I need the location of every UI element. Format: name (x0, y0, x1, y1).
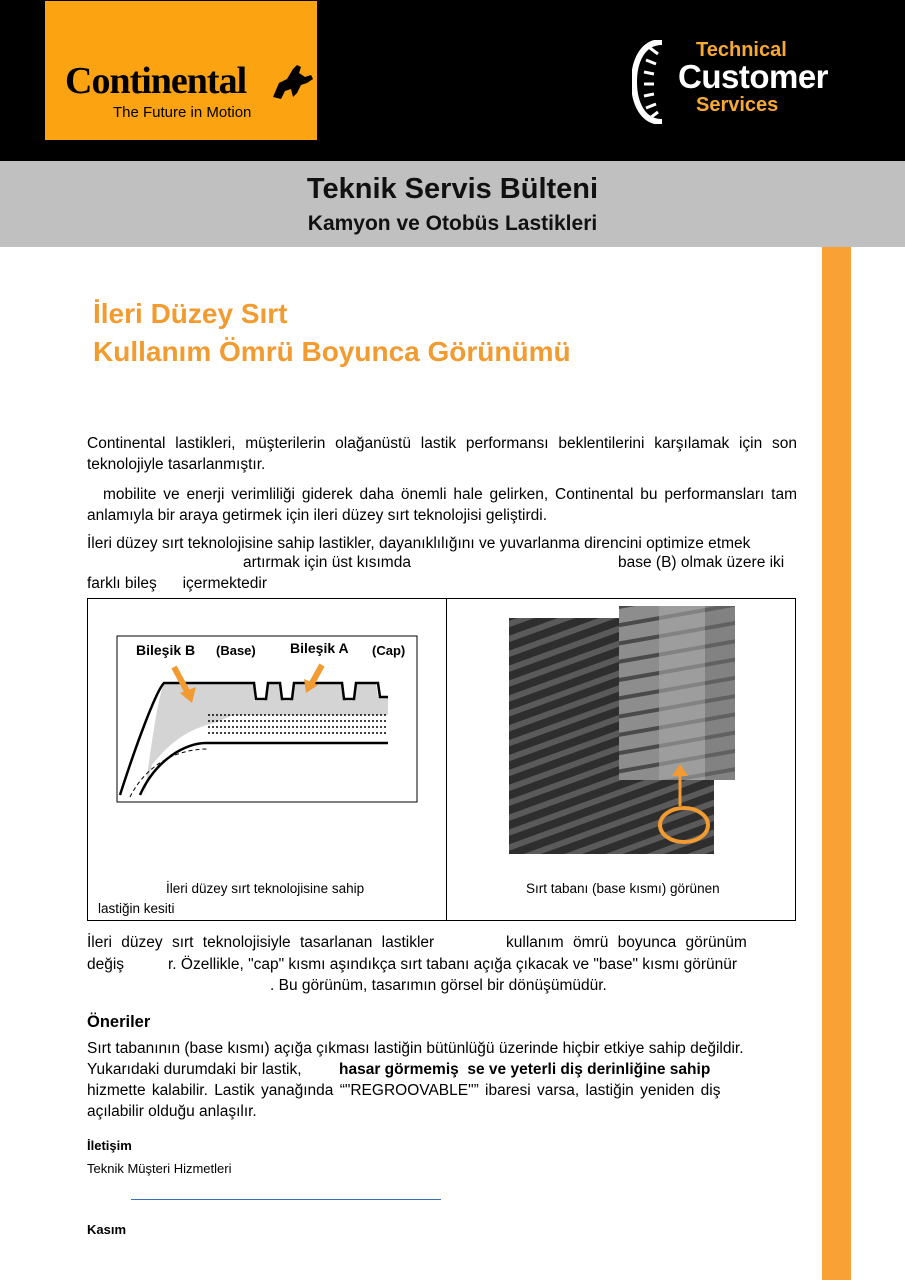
title-band (0, 161, 905, 247)
heading-line-1: İleri Düzey Sırt (93, 298, 288, 329)
recommendations-line-1: Sırt tabanının (base kısmı) açığa çıkması lastiğin bütünlüğü üzerinde hiçbir etkiye sahip değildir. (87, 1040, 744, 1057)
contact-name: Teknik Müşteri Hizmetleri (87, 1161, 232, 1176)
worn-tire-photo (509, 606, 737, 854)
tread-cross-section-diagram (116, 635, 418, 803)
figure-tire-photo (446, 598, 796, 921)
brand-tagline: The Future in Motion (113, 104, 252, 121)
tire-icon (632, 40, 676, 124)
label-compound-b: Bileşik B (136, 642, 196, 658)
body-line-3: . Bu görünüm, tasarımın görsel bir dönüşümüdür. (270, 977, 607, 994)
brand-wordmark: Continental (65, 60, 247, 102)
caption-left-line-2: lastiğin kesiti (98, 901, 175, 916)
recommendations-title: Öneriler (87, 1013, 151, 1031)
contact-divider (131, 1199, 441, 1200)
tcs-logo (632, 36, 832, 126)
label-base: (Base) (216, 643, 256, 658)
label-cap: (Cap) (372, 643, 406, 658)
intro-paragraph-3-part-b: base (B) olmak üzere iki (618, 554, 785, 571)
recommendations-line-3: hizmette kalabilir. Lastik yanağında “"REGROOVABLE"” ibaresi varsa, lastiğin yeniden diş (87, 1082, 721, 1099)
continental-logo (45, 1, 317, 140)
tcs-customer: Customer (678, 58, 829, 95)
recommendations-line-2a: Yukarıdaki durumdaki bir lastik, (87, 1061, 302, 1078)
caption-left-line-1: İleri düzey sırt teknolojisine sahip (166, 881, 365, 896)
date-label: Kasım (87, 1222, 127, 1237)
intro-paragraph-2: mobilite ve enerji verimliliği giderek daha önemli hale gelirken, Continental bu performansları tam anlamıyla bir araya getirmek için ileri düzey sırt teknolojisi geliştirdi. (87, 486, 797, 524)
heading-line-2: Kullanım Ömrü Boyunca Görünümü (93, 336, 571, 367)
tcs-technical: Technical (696, 39, 787, 61)
side-accent-strip (822, 247, 851, 1280)
recommendations-line-2b: hasar görmemiş se ve yeterli diş derinliğine sahip (339, 1061, 711, 1078)
bulletin-title: Teknik Servis Bülteni (306, 173, 599, 205)
figure-cross-section (87, 598, 447, 921)
body-line-1a: İleri düzey sırt teknolojisiyle tasarlanan lastikler (87, 934, 435, 951)
body-line-2a: değiş (87, 956, 125, 973)
horse-icon (267, 63, 315, 101)
header-bar (0, 0, 905, 161)
body-line-2b: r. Özellikle, "cap" kısmı aşındıkça sırt tabanı açığa çıkacak ve "base" kısmı görünür (168, 956, 738, 973)
body-line-1b: kullanım ömrü boyunca görünüm (506, 934, 747, 951)
recommendations-line-4: açılabilir olduğu anlaşılır. (87, 1103, 257, 1120)
tcs-services: Services (696, 94, 779, 116)
intro-paragraph-3-part-c: farklı bileş içermektedir (87, 575, 268, 592)
bulletin-subtitle: Kamyon ve Otobüs Lastikleri (307, 212, 598, 235)
label-compound-a: Bileşik A (290, 640, 349, 656)
intro-paragraph-1: Continental lastikleri, müşterilerin olağanüstü lastik performansı beklentilerini karşılamak için son teknolojiyle tasarlanmıştır. (87, 435, 797, 473)
intro-paragraph-3: İleri düzey sırt teknolojisine sahip lastikler, dayanıklılığını ve yuvarlanma direncini optimize etmek (87, 535, 751, 552)
intro-paragraph-3-part-a: artırmak için üst kısımda (243, 554, 411, 571)
caption-right: Sırt tabanı (base kısmı) görünen (526, 881, 720, 896)
contact-title: İletişim (87, 1138, 132, 1153)
